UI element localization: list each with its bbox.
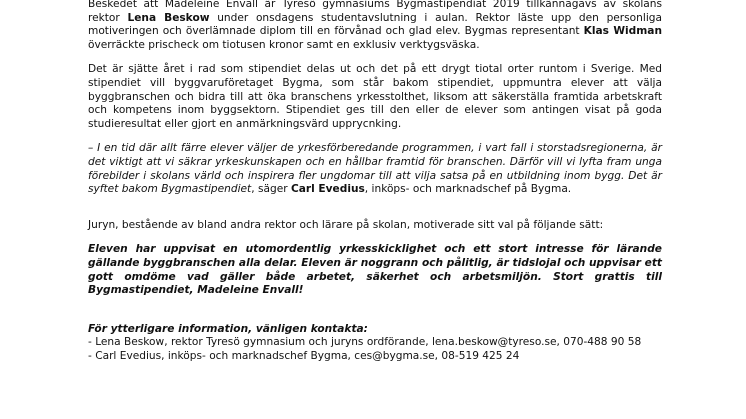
jury-motivation	[88, 243, 662, 297]
principal-name: Lena Beskow	[127, 11, 210, 24]
representative-name: Klas Widman	[583, 25, 662, 38]
contact-line: - Lena Beskow, rektor Tyresö gymnasium och juryns ordförande, lena.beskow@tyreso.se, 070-488 90 58	[88, 336, 642, 349]
background-paragraph: Det är sjätte året i rad som stipendiet delas ut och det på ett drygt tiotal orter runtom i Sverige. Med stipendiet vill byggvaruföretaget Bygma, som står bakom stipendiet, uppmuntra elever att välja byggbranschen och bidra till att öka branschens yrkesstolthet, liksom att säkerställa framtida arbetskraft och kompetens inom byggsektorn. Stipendiet ges till den eller de elever som antingen visat på goda studieresultat eller gjort en anmärkningsvärd upprycnking.	[88, 63, 662, 130]
quote-attribution-2: , inköps- och marknadschef på Bygma.	[364, 183, 572, 196]
motivation-text: Eleven har uppvisat en utomordentlig yrkesskicklighet och ett stort intresse för lärande gällande byggbranschen alla delar. Eleven är noggrann och pålitlig, är tidslojal och uppvisar ett gott omdöme vad gäller både arbetet, säkerhet och arbetsmiljön. Stort grattis till Bygmastipendiet, Madeleine Envall!	[88, 243, 662, 297]
intro-text-1: Beskedet att Madeleine Envall är Tyresö gymnasiums Bygmastipendiat 2019 tillkännagavs av skolans rektor	[88, 0, 662, 24]
intro-paragraph	[88, 0, 662, 52]
jury-intro: Juryn, bestående av bland andra rektor och lärare på skolan, motiverade sitt val på följande sätt:	[88, 218, 604, 231]
press-release-body	[88, 0, 662, 363]
contact-line: - Carl Evedius, inköps- och marknadschef Bygma, ces@bygma.se, 08-519 425 24	[88, 349, 520, 362]
quote-text: – I en tid där allt färre elever väljer de yrkesförberedande programmen, i vart fall i storstadsregionerna, är det viktigt att vi säkrar yrkeskunskapen och en hållbar framtid för branschen. Därför vill vi lyfta fram unga förebilder i skolans värld och inspirera fler ungdomar till att vilja satsa på en utbildning inom bygg. Det är syftet bakom Bygmastipendiet	[88, 142, 662, 196]
contact-heading-text: För ytterligare information, vänligen kontakta:	[88, 322, 368, 335]
contact-heading	[88, 323, 662, 337]
intro-text-2: under onsdagens studentavslutning i aulan. Rektor läste upp den personliga motiveringen och överlämnade diplom till en förvånad och glad elev. Bygmas representant	[88, 11, 662, 38]
intro-text-3: överräckte prischeck om tiotusen kronor samt en exklusiv verktygsväska.	[88, 38, 480, 51]
quoted-person-name: Carl Evedius	[290, 183, 365, 196]
quote-attribution-1: , säger	[251, 183, 291, 196]
quote-paragraph	[88, 142, 662, 196]
